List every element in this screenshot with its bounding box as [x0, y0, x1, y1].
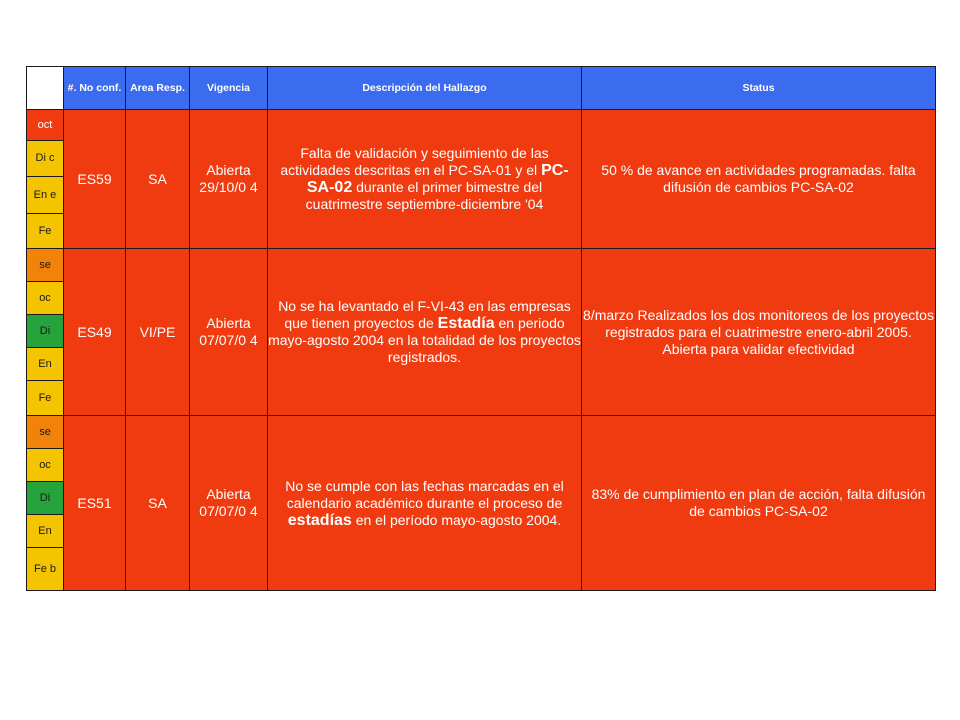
description-text-end: en periodo mayo-agosto 2004 en la totalidad de los proyectos registrados.	[268, 315, 581, 365]
month-cell: se	[27, 416, 64, 449]
description-text: No se ha levantado el F-VI-43 en las empresas que tienen proyectos de	[278, 298, 571, 331]
description-cell	[268, 110, 582, 249]
description-cell	[268, 249, 582, 416]
area-cell: VI/PE	[126, 249, 190, 416]
non-conformity-table	[26, 66, 936, 591]
area-cell: SA	[126, 110, 190, 249]
header-status: Status	[582, 67, 936, 110]
month-cell: Fe	[27, 381, 64, 416]
month-cell: Di	[27, 315, 64, 348]
no-conf-cell: ES49	[64, 249, 126, 416]
month-cell: se	[27, 249, 64, 282]
month-cell: En e	[27, 177, 64, 214]
status-cell: 50 % de avance en actividades programadas. falta difusión de cambios PC-SA-02	[582, 110, 936, 249]
vigencia-cell: Abierta 07/07/0 4	[190, 416, 268, 591]
description-text: No se cumple con las fechas marcadas en el calendario académico durante el proceso de	[285, 477, 564, 511]
description-highlight: PC-SA-02	[306, 162, 569, 196]
table-row	[27, 416, 936, 449]
month-cell: oct	[27, 110, 64, 141]
month-cell: Fe	[27, 214, 64, 249]
month-cell: En	[27, 515, 64, 548]
description-cell	[268, 416, 582, 591]
header-area: Area Resp.	[126, 67, 190, 110]
month-cell: Fe b	[27, 548, 64, 591]
header-blank-cell	[27, 67, 64, 110]
no-conf-cell: ES59	[64, 110, 126, 249]
table-row	[27, 110, 936, 141]
month-cell: oc	[27, 282, 64, 315]
table-row	[27, 249, 936, 282]
header-descripcion: Descripción del Hallazgo	[268, 67, 582, 110]
description-text: Falta de validación y seguimiento de las actividades descritas en el PC-SA-01 y el	[280, 145, 549, 178]
description-text-end: en el período mayo-agosto 2004.	[351, 511, 562, 528]
month-cell: Di c	[27, 141, 64, 177]
month-cell: oc	[27, 449, 64, 482]
header-vigencia: Vigencia	[190, 67, 268, 110]
status-cell: 8/marzo Realizados los dos monitoreos de los proyectos registrados para el cuatrimestre enero-abril 2005. Abierta para validar efectividad	[582, 249, 936, 416]
description-highlight: estadías	[287, 511, 352, 529]
no-conf-cell: ES51	[64, 416, 126, 591]
header-row	[27, 67, 936, 110]
vigencia-cell: Abierta 07/07/0 4	[190, 249, 268, 416]
description-highlight: Estadía	[437, 315, 495, 332]
status-cell: 83% de cumplimiento en plan de acción, falta difusión de cambios PC-SA-02	[582, 416, 936, 591]
area-cell: SA	[126, 416, 190, 591]
header-no-conf: #. No conf.	[64, 67, 126, 110]
description-text-end: durante el primer bimestre del cuatrimestre septiembre-diciembre '04	[305, 179, 544, 212]
month-cell: Di	[27, 482, 64, 515]
vigencia-cell: Abierta 29/10/0 4	[190, 110, 268, 249]
month-cell: En	[27, 348, 64, 381]
